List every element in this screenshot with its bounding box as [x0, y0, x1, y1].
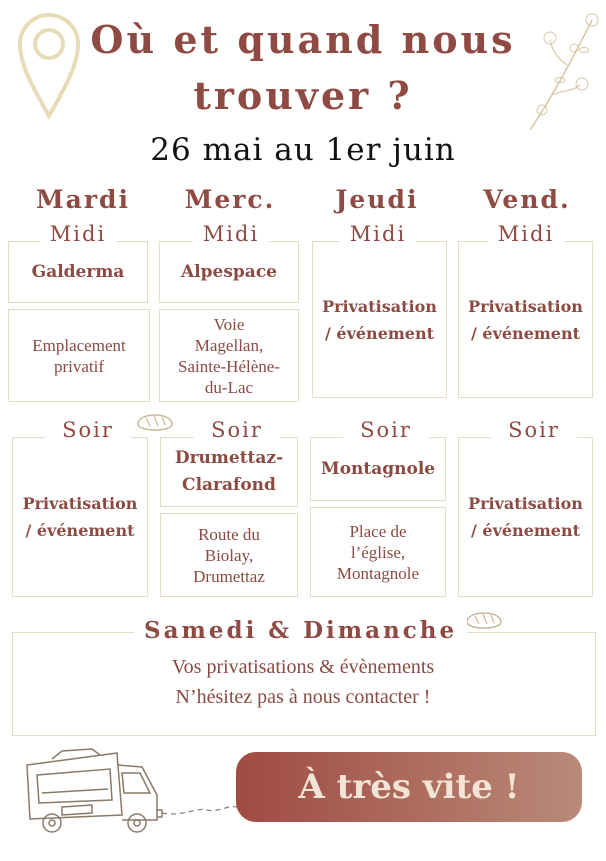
merc-midi-name: Alpespace	[181, 261, 277, 282]
food-truck-icon	[22, 745, 242, 840]
merc-soir-address	[193, 524, 265, 587]
vend-soir-privatisation: Privatisation	[468, 494, 583, 513]
merc-midi-name-box	[159, 241, 299, 303]
day-vendredi: Vend.	[483, 185, 571, 214]
jeudi-midi-privatisation: Privatisation	[322, 296, 437, 316]
merc-midi-address-box	[159, 309, 299, 402]
jeudi-midi-label: Midi	[340, 222, 416, 246]
jeudi-soir-label: Soir	[343, 418, 429, 442]
weekend-line1: Vos privatisations & évènements	[171, 656, 435, 678]
merc-soir-label: Soir	[194, 418, 280, 442]
mardi-soir-evenement: / événement	[25, 521, 135, 540]
bread-icon	[134, 406, 176, 434]
day-mardi: Mardi	[35, 185, 131, 214]
jeudi-soir-address	[337, 521, 419, 584]
vend-midi-label: Midi	[488, 222, 564, 246]
address-line: Magellan,	[194, 335, 264, 355]
see-you-soon-banner: À très vite !	[236, 752, 582, 822]
weekend-title: Samedi & Dimanche	[134, 617, 467, 644]
address-line: l’église,	[350, 542, 406, 562]
address-line: Sainte-Hélène-	[178, 356, 280, 376]
mardi-midi-label: Midi	[40, 222, 116, 246]
mardi-midi-address-box	[8, 309, 150, 402]
mardi-soir-privatisation: Privatisation	[22, 494, 138, 513]
page-title: Où et quand nous	[90, 17, 516, 62]
day-jeudi: Jeudi	[335, 185, 419, 214]
merc-soir-name-line2: Clarafond	[182, 475, 276, 495]
address-line: Place de	[349, 521, 407, 541]
page-title-line2: trouver ?	[193, 73, 413, 118]
address-line: Route du	[198, 524, 260, 544]
merc-midi-address	[178, 314, 280, 398]
merc-midi-label: Midi	[193, 222, 269, 246]
vend-soir-evenement: / événement	[470, 521, 580, 540]
address-line: du-Lac	[204, 377, 254, 397]
vend-soir-box	[458, 437, 593, 597]
vend-midi-evenement: / événement	[470, 323, 580, 343]
merc-soir-name-line1: Drumettaz-	[174, 448, 284, 468]
weekend-text	[12, 652, 594, 712]
address-line: Biolay,	[204, 545, 254, 565]
address-line: Montagnole	[336, 563, 420, 583]
weekend-line2: N’hésitez pas à nous contacter !	[175, 686, 431, 708]
address-line: Drumettaz	[193, 566, 265, 586]
merc-soir-name-box	[160, 437, 298, 507]
mardi-soir-box	[12, 437, 148, 597]
vend-midi-privatisation: Privatisation	[468, 296, 583, 316]
jeudi-midi-evenement: / événement	[324, 323, 434, 343]
vend-midi-box	[458, 241, 593, 398]
merc-soir-address-box	[160, 513, 298, 597]
mardi-soir-label: Soir	[45, 418, 131, 442]
mardi-midi-address: Emplacement privatif	[32, 335, 126, 376]
day-mercredi: Merc.	[184, 185, 276, 214]
jeudi-midi-box	[312, 241, 447, 398]
mardi-midi-name-box	[8, 241, 148, 303]
jeudi-soir-name: Montagnole	[320, 458, 436, 479]
date-range: 26 mai au 1er juin	[150, 132, 456, 168]
jeudi-soir-name-box	[310, 437, 446, 501]
jeudi-soir-address-box	[310, 507, 446, 597]
bread-icon	[463, 604, 505, 632]
address-line: Voie	[213, 314, 245, 334]
vend-soir-label: Soir	[491, 418, 577, 442]
mardi-midi-name: Galderma	[31, 261, 125, 282]
